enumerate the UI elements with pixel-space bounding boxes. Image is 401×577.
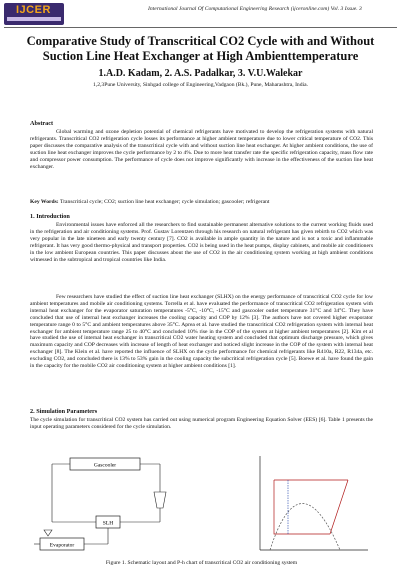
compressor-symbol xyxy=(154,492,166,508)
expansion-evaporation-line xyxy=(274,480,330,534)
keywords-label: Key Words: xyxy=(30,199,59,205)
paper-authors: 1.A.D. Kadam, 2. A.S. Padalkar, 3. V.U.Walekar xyxy=(98,68,303,79)
expansion-valve-symbol xyxy=(44,530,52,536)
figure-schematic-and-ph-chart xyxy=(30,452,373,556)
gascooler-label: Gascooler xyxy=(93,462,117,469)
logo-text: IJCER xyxy=(16,4,51,16)
journal-logo xyxy=(4,3,64,25)
figure-caption: Figure 1. Schematic layout and P-h chart of transcritical CO2 air conditioning system xyxy=(105,560,298,566)
section-simulation-heading: 2. Simulation Parameters xyxy=(30,408,98,415)
header-divider xyxy=(4,27,397,28)
abstract-text: Global warming and ozone depletion potential of chemical refrigerants have motivated to develop the refrigeration systems with natural refrigerants. Transcritical CO2 refrigeration cycle losses its performance at higher ambient temperature due to lower critical temperature of CO2. This paper discusses the comparative analysis of the transcritical cycle with and without suction line heat exchanger. At higher ambient conditions, the use of suction line heat exchanger improves the cycle performance by 2 to 4%. Due to more heat transfer rate the specific refrigeration capacity, mass flow rate and compressor power consumption. The performance of cycle does not improve significantly with increase in the effectiveness of the suction line heat exchanger. xyxy=(30,129,373,170)
simulation-paragraph: The cycle simulation for transcritical CO2 system has carried out using numerical program Engineering Equation Solver (EES) [6]. Table 1 presents the input operating parameters considered for the cycle simulation. xyxy=(30,417,373,430)
logo-subbar xyxy=(7,17,61,21)
evaporator-label: Evaporator xyxy=(49,542,75,549)
compression-line xyxy=(330,480,348,534)
abstract-heading: Abstract xyxy=(30,120,54,127)
schematic-diagram xyxy=(34,458,166,550)
ph-chart xyxy=(260,456,368,550)
section-introduction-heading: 1. Introduction xyxy=(30,213,70,220)
intro-paragraph-1: Environmental issues have enforced all the researchers to find sustainable permanent alternative solutions to the current working fluids used in the refrigeration and air conditioning systems. Prof. Gustav Lorentzen through his research on natural refrigerant has given rebirth to CO2 which was very popular in the late nineteen and early twenty century [7]. CO2 is available in ample quantity in the nature and is not a toxic and inflammable refrigerant. It has very good thermo-physical and transport properties. CO2 is being used in the heat pumps, display cabinets, and mobile air conditioners in the low ambient European countries. This paper discusses about the use of CO2 in the air conditioning system working at high ambient conditions witnessed in the subtropical and tropical countries like India. xyxy=(30,222,373,263)
journal-header: International Journal Of Computational Engineering Research (ijceronline.com) Vol. 3 Issue. 3 xyxy=(148,6,362,12)
saturation-dome xyxy=(270,504,340,551)
keywords-text: Transcritical cycle; CO2; suction line heat exchanger; cycle simulation; gascooler; refrigerant xyxy=(59,199,270,205)
keywords xyxy=(30,199,373,205)
intro-paragraph-2: Few researchers have studied the effect of suction line heat exchanger (SLHX) on the energy performance of transcritical CO2 cycle for low ambient temperatures and mobile air conditioning systems. Torrella et al. have evaluated the performance of transcritical CO2 refrigeration system with internal heat exchanger for the evaporator saturation temperatures -5°C, -10°C, -15°C and gascooler outlet temperature 31°C and 34°C. They have concluded that use of internal heat exchanger increases the cooling capacity and COP by 12% [3]. The authors have not covered higher evaporator temperature range 0 to 5°C and ambient temperatures above 35°C. Aprea et al. have studied the transcritical CO2 refrigeration system with internal heat exchanger for ambient temperature range 25 to 40°C and concluded 10% rise in the COP of the system at higher ambient temperatures [2]. Kim et al have studied the use of internal heat exchanger in transcritical CO2 water heating system and concluded that optimum discharge pressure, which gives maximum capacity and COP decreases with increase of length of heat exchanger and noticed slight increase in the COP of the system with internal heat exchanger [8]. The Klein et al. have reported the influence of SLHX on the cycle performance for chemical refrigerants like R410a, R22, R134a, etc. excluding CO2, and concluded there is 13% to 53% gain in the cooling capacity the subcritical refrigeration cycle [5]. Boewe et al. have found the gain in the capacity for the mobile CO2 air conditioning system at higher ambient conditions [1]. xyxy=(30,294,373,370)
slhx-label: SLH xyxy=(102,520,114,527)
paper-affiliation: 1,2,3Pune University, Sinhgad college of Engineering,Vadgaon (Bk.), Pune, Maharashtra, India. xyxy=(93,82,308,88)
paper-title: Comparative Study of Transcritical CO2 Cycle with and Without Suction Line Heat Exchanger at High Ambienttemperature xyxy=(26,34,375,63)
